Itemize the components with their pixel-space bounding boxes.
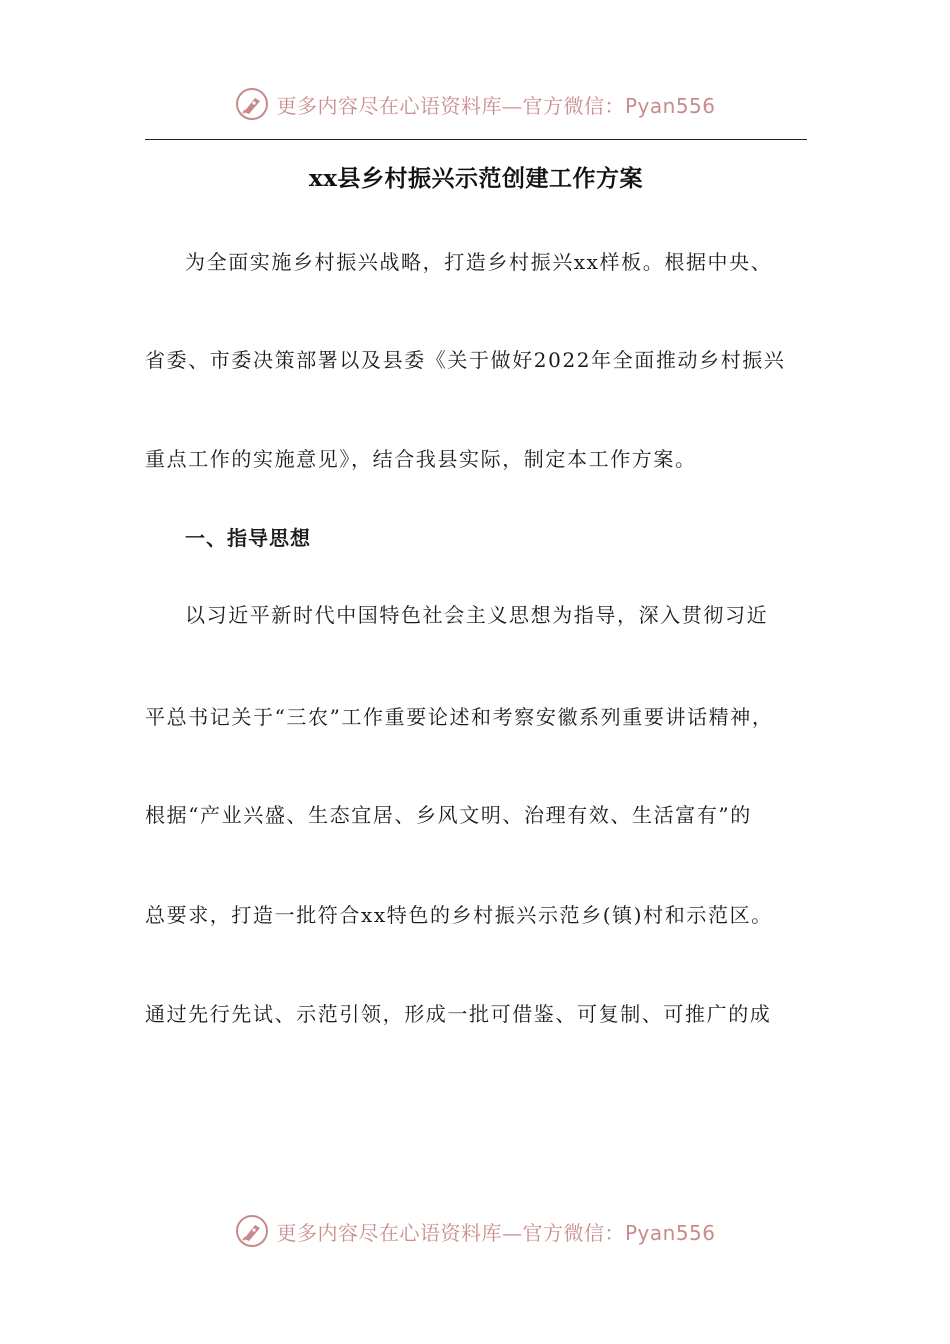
header-rule bbox=[145, 139, 807, 140]
paragraph-line: 重点工作的实施意见》，结合我县实际，制定本工作方案。 bbox=[145, 447, 697, 471]
watermark-text bbox=[276, 1217, 715, 1246]
pen-nib-logo-icon bbox=[234, 1213, 270, 1249]
watermark-text-cn: 更多内容尽在心语资料库—官方微信： bbox=[276, 93, 625, 118]
paragraph-line: 根据“产业兴盛、生态宜居、乡风文明、治理有效、生活富有”的 bbox=[145, 803, 752, 827]
paragraph-line: 为全面实施乡村振兴战略，打造乡村振兴xx样板。根据中央、 bbox=[185, 250, 773, 274]
paragraph-line: 通过先行先试、示范引领，形成一批可借鉴、可复制、可推广的成 bbox=[145, 1002, 772, 1026]
watermark-text-cn: 更多内容尽在心语资料库—官方微信： bbox=[276, 1220, 625, 1245]
section-heading: 一、指导思想 bbox=[185, 526, 311, 550]
pen-nib-logo-icon bbox=[234, 86, 270, 122]
header-watermark bbox=[0, 84, 950, 124]
paragraph-line: 总要求，打造一批符合xx特色的乡村振兴示范乡(镇)村和示范区。 bbox=[145, 903, 773, 927]
paragraph-line: 以习近平新时代中国特色社会主义思想为指导，深入贯彻习近 bbox=[185, 603, 769, 627]
footer-watermark bbox=[0, 1211, 950, 1251]
watermark-wechat-id: Pyan556 bbox=[624, 1220, 716, 1245]
paragraph-line: 省委、市委决策部署以及县委《关于做好2022年全面推动乡村振兴 bbox=[145, 348, 786, 372]
watermark-text bbox=[276, 90, 715, 119]
paragraph-line: 平总书记关于“三农”工作重要论述和考察安徽系列重要讲话精神， bbox=[145, 705, 774, 729]
document-title: xx县乡村振兴示范创建工作方案 bbox=[309, 165, 643, 192]
watermark-wechat-id: Pyan556 bbox=[624, 93, 716, 118]
